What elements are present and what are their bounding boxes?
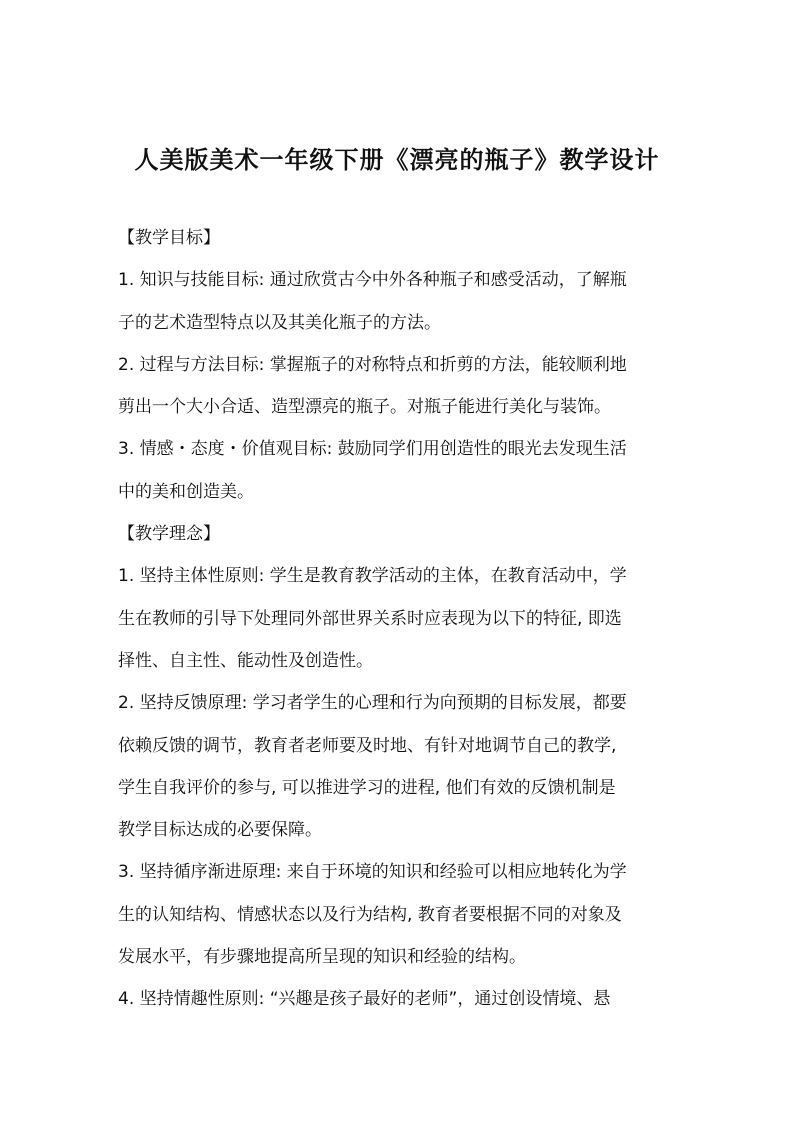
paragraph-line: 1. 坚持主体性原则: 学生是教育教学活动的主体，在教育活动中，学 [118, 566, 627, 587]
paragraph-line: 1. 知识与技能目标: 通过欣赏古今中外各种瓶子和感受活动，了解瓶 [118, 270, 627, 291]
paragraph-line: 生在教师的引导下处理同外部世界关系时应表现为以下的特征, 即选 [118, 608, 622, 629]
paragraph-line: 3. 情感・态度・价值观目标: 鼓励同学们用创造性的眼光去发现生活 [118, 439, 627, 460]
paragraph-line: 4. 坚持情趣性原则: “兴趣是孩子最好的老师”，通过创设情境、悬 [118, 989, 611, 1010]
paragraph-line: 发展水平，有步骤地提高所呈现的知识和经验的结构。 [118, 947, 526, 968]
paragraph-line: 剪出一个大小合适、造型漂亮的瓶子。对瓶子能进行美化与装饰。 [118, 397, 611, 418]
paragraph-line: 中的美和创造美。 [118, 481, 254, 502]
paragraph-line: 教学目标达成的必要保障。 [118, 820, 322, 841]
paragraph-line: 学生自我评价的参与, 可以推进学习的进程, 他们有效的反馈机制是 [118, 777, 616, 798]
document-body [118, 228, 678, 1032]
paragraph-line: 择性、自主性、能动性及创造性。 [118, 650, 373, 671]
section-heading-teaching-goals: 【教学目标】 [118, 228, 220, 248]
paragraph-line: 子的艺术造型特点以及其美化瓶子的方法。 [118, 312, 441, 333]
paragraph-line: 3. 坚持循序渐进原理: 来自于环境的知识和经验可以相应地转化为学 [118, 862, 627, 883]
paragraph-line: 2. 坚持反馈原理: 学习者学生的心理和行为向预期的目标发展，都要 [118, 693, 627, 714]
section-heading-teaching-philosophy: 【教学理念】 [118, 524, 220, 545]
paragraph-line: 依赖反馈的调节，教育者老师要及时地、有针对地调节自己的教学, [118, 735, 617, 756]
document-title: 人美版美术一年级下册《漂亮的瓶子》教学设计 [134, 145, 660, 174]
paragraph-line: 生的认知结构、情感状态以及行为结构, 教育者要根据不同的对象及 [118, 904, 622, 925]
paragraph-line: 2. 过程与方法目标: 掌握瓶子的对称特点和折剪的方法，能较顺利地 [118, 354, 627, 375]
